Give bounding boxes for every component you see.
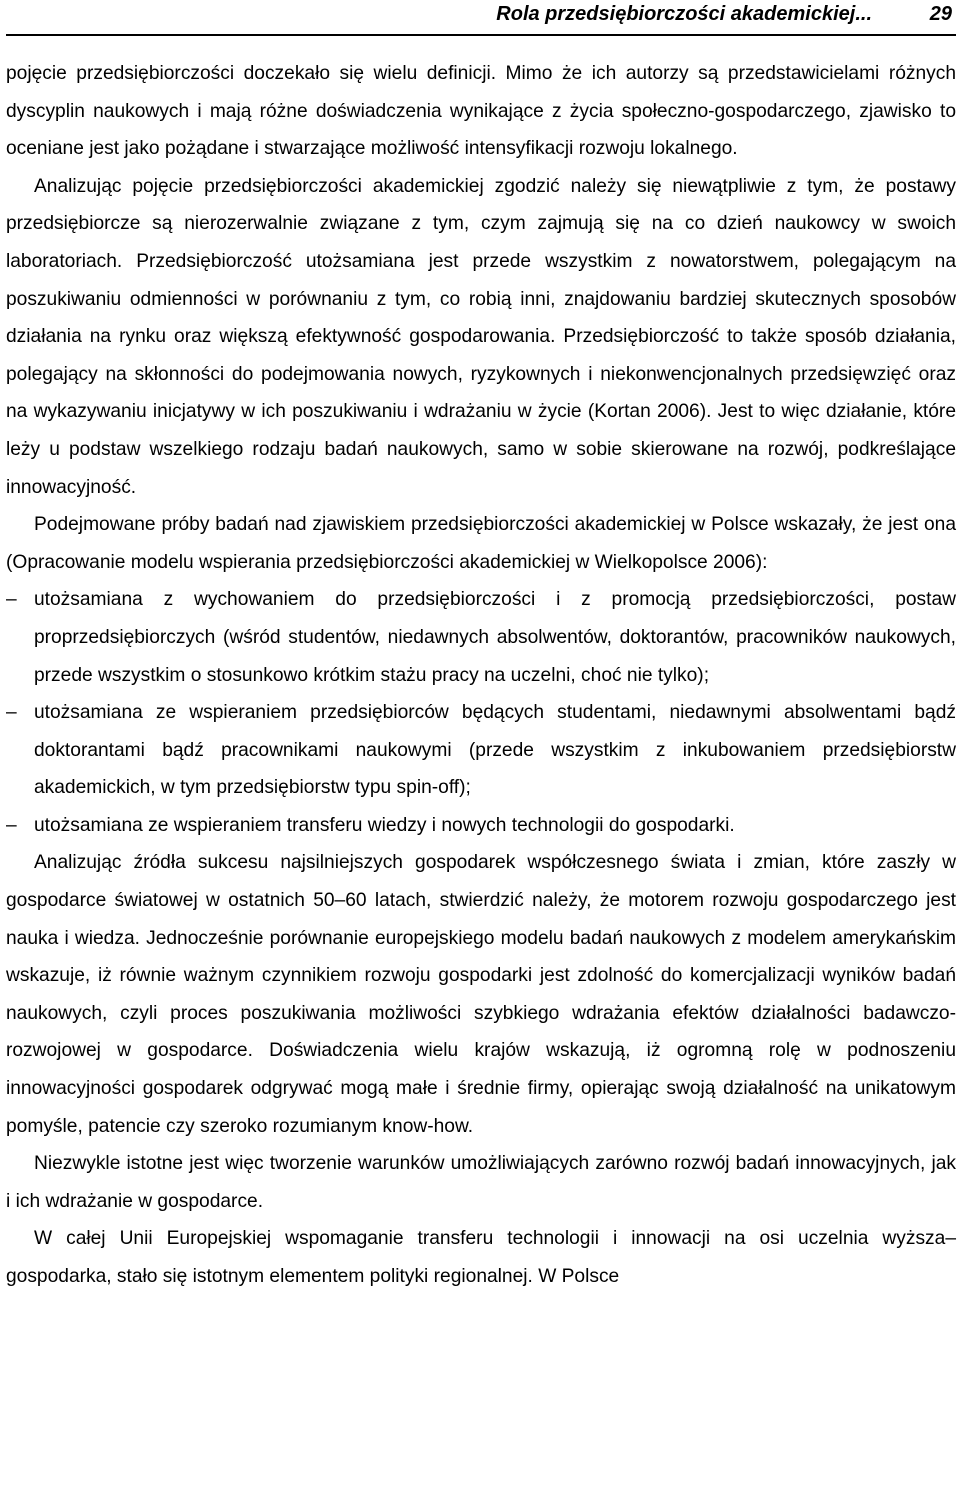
paragraph: Podejmowane próby badań nad zjawiskiem przedsiębiorczości akademickiej w Polsce wskazały, że jest ona (Opracowanie modelu wspierania przedsiębiorczości akademickiej w Wielkopolsce 2006): — [6, 514, 956, 573]
running-title: Rola przedsiębiorczości akademickiej... — [496, 3, 872, 25]
page-number: 29 — [929, 3, 952, 25]
paragraph: W całej Unii Europejskiej wspomaganie transferu technologii i innowacji na osi uczelnia wyższa–gospodarka, stało się istotnym elementem polityki regionalnej. W Polsce — [6, 1228, 956, 1287]
paragraph: Analizując pojęcie przedsiębiorczości akademickiej zgodzić należy się niewątpliwie z tym, że postawy przedsiębiorcze są nierozerwalnie związane z tym, czym zajmują się na co dzień naukowcy w swoich laboratoriach. Przedsiębiorczość utożsamiana jest przede wszystkim z nowatorstwem, polegającym na poszukiwaniu odmienności w porównaniu z tym, co robią inni, znajdowaniu bardziej skutecznych sposobów działania na rynku oraz większą efektywność gospodarowania. Przedsiębiorczość to także sposób działania, polegający na skłonności do podejmowania nowych, ryzykownych i niekonwencjonalnych przedsięwzięć oraz na wykazywaniu inicjatywy w ich poszukiwaniu i wdrażaniu w życie (Kortan 2006). Jest to więc działanie, które leży u podstaw wszelkiego rodzaju badań naukowych, samo w sobie skierowane na rozwój, podkreślające innowacyjność. — [6, 175, 956, 498]
dash-bullet-icon: – — [6, 702, 17, 724]
list-item-text: utożsamiana z wychowaniem do przedsiębiorczości i z promocją przedsiębiorczości, postaw proprzedsiębiorczych (wśród studentów, niedawnych absolwentów, doktorantów, pracowników naukowych, przede wszystkim o stosunkowo krótkim stażu pracy na uczelni, choć nie tylko); — [34, 589, 956, 686]
list-item — [6, 807, 956, 845]
list-item-text: utożsamiana ze wspieraniem transferu wiedzy i nowych technologii do gospodarki. — [34, 814, 735, 836]
dash-bullet-icon: – — [6, 814, 17, 836]
dash-list — [6, 581, 956, 844]
paragraph-continued: pojęcie przedsiębiorczości doczekało się wielu definicji. Mimo że ich autorzy są przedstawicielami różnych dyscyplin naukowych i mają różne doświadczenia wynikające z życia społeczno-gospodarczego, zjawisko to oceniane jest jako pożądane i stwarzające możliwość intensyfikacji rozwoju lokalnego. — [6, 63, 956, 160]
list-item-text: utożsamiana ze wspieraniem przedsiębiorców będących studentami, niedawnymi absolwentami bądź doktorantami bądź pracownikami naukowymi (przede wszystkim z inkubowaniem przedsiębiorstw akademickich, w tym przedsiębiorstw typu spin-off); — [34, 702, 956, 799]
list-item — [6, 581, 956, 694]
dash-bullet-icon: – — [6, 589, 17, 611]
page-header — [0, 0, 960, 38]
header-divider — [6, 34, 956, 36]
list-item — [6, 694, 956, 807]
paragraph: Niezwykle istotne jest więc tworzenie warunków umożliwiających zarówno rozwój badań innowacyjnych, jak i ich wdrażanie w gospodarce. — [6, 1153, 956, 1212]
document-body — [6, 55, 956, 1296]
paragraph: Analizując źródła sukcesu najsilniejszych gospodarek współczesnego świata i zmian, które zaszły w gospodarce światowej w ostatnich 50–60 latach, stwierdzić należy, że motorem rozwoju gospodarczego jest nauka i wiedza. Jednocześnie porównanie europejskiego modelu badań naukowych z modelem amerykańskim wskazuje, iż równie ważnym czynnikiem rozwoju gospodarki jest zdolność do komercjalizacji wyników badań naukowych, czyli proces poszukiwania możliwości szybkiego wdrażania efektów działalności badawczo-rozwojowej w gospodarce. Doświadczenia wielu krajów wskazują, iż ogromną rolę w podnoszeniu innowacyjności gospodarek odgrywać mogą małe i średnie firmy, opierając swoją działalność na unikatowym pomyśle, patencie czy szeroko rozumianym know-how. — [6, 852, 956, 1137]
